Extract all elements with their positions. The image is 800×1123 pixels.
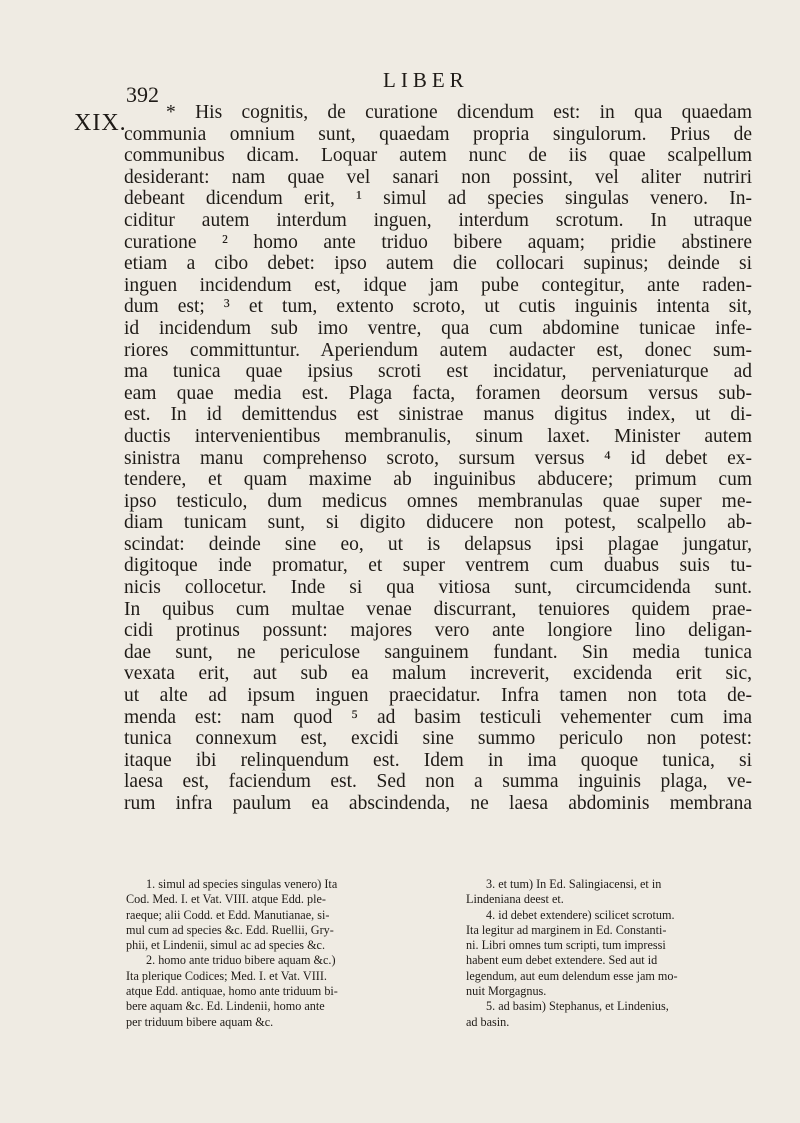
chapter-number: XIX. bbox=[74, 110, 127, 136]
text-line: id incidendum sub imo ventre, qua cum abdomine tunicae infe- bbox=[124, 317, 752, 339]
text-line: communibus dicam. Loquar autem nunc de iis quae scalpellum bbox=[124, 145, 752, 167]
text-line: debeant dicendum erit, ¹ simul ad species singulas venero. In- bbox=[124, 188, 752, 210]
text-line: ut alte ad ipsum inguen praecidatur. Infra tamen non tota de- bbox=[124, 685, 752, 707]
text-line: laesa est, faciendum est. Sed non a summa inguinis plaga, ve- bbox=[124, 771, 752, 793]
footnote-line: legendum, aut eum delendum esse jam mo- bbox=[466, 968, 678, 983]
footnote-line: 4. id debet extendere) scilicet scrotum. bbox=[486, 907, 675, 922]
text-line: desiderant: nam quae vel sanari non possint, vel aliter nutriri bbox=[124, 166, 752, 188]
footnote-line: Ita legitur ad marginem in Ed. Constanti- bbox=[466, 922, 667, 937]
text-line: riores committuntur. Aperiendum autem audacter est, donec sum- bbox=[124, 339, 752, 361]
running-title: LIBER bbox=[383, 68, 469, 92]
text-line: communia omnium sunt, quaedam propria singulorum. Prius de bbox=[124, 123, 752, 145]
footnote-line: raeque; alii Codd. et Edd. Manutianae, si- bbox=[126, 907, 330, 922]
footnote-line: bere aquam &c. Ed. Lindenii, homo ante bbox=[126, 999, 325, 1014]
footnote-line: phii, et Lindenii, simul ac ad species &c. bbox=[126, 938, 326, 953]
text-line: * His cognitis, de curatione dicendum est: in qua quaedam bbox=[166, 102, 752, 123]
text-line: ductis intervenientibus membranulis, sinum laxet. Minister autem bbox=[124, 425, 752, 447]
text-line: rum infra paulum ea abscindenda, ne laesa abdominis membrana bbox=[124, 793, 752, 814]
footnotes-right-column bbox=[466, 877, 752, 1030]
text-line: eam quae media est. Plaga facta, foramen deorsum versus sub- bbox=[124, 382, 752, 404]
footnote-line: nuit Morgagnus. bbox=[466, 984, 547, 999]
text-line: tendere, et quam maxime ab inguinibus abducere; primum cum bbox=[124, 469, 752, 491]
text-line: scindat: deinde sine eo, ut is delapsus ipsi plagae jungatur, bbox=[124, 533, 752, 555]
text-line: In quibus cum multae venae discurrant, tenuiores quidem prae- bbox=[124, 598, 752, 620]
footnote-line: ni. Libri omnes tum scripti, tum impressi bbox=[466, 938, 666, 953]
text-line: etiam a cibo debet: ipso autem die collocari supinus; deinde si bbox=[124, 253, 752, 275]
footnote-line: ad basin. bbox=[466, 1014, 510, 1029]
footnote-line: 2. homo ante triduo bibere aquam &c.) bbox=[146, 953, 336, 968]
text-line: est. In id demittendus est sinistrae manus digitus index, ut di- bbox=[124, 404, 752, 426]
text-line: ipso testiculo, dum medicus omnes membranulas quae super me- bbox=[124, 490, 752, 512]
text-line: vexata erit, aut sub ea malum increverit, excidenda erit sic, bbox=[124, 663, 752, 685]
text-line: cidi protinus possunt: majores vero ante longiore lino deligan- bbox=[124, 620, 752, 642]
text-line: dae sunt, ne periculose sanguinem fundant. Sin media tunica bbox=[124, 641, 752, 663]
text-line: curatione ² homo ante triduo bibere aquam; pridie abstinere bbox=[124, 231, 752, 253]
text-line: itaque ibi relinquendum est. Idem in ima quoque tunica, si bbox=[124, 749, 752, 771]
text-line: ciditur autem interdum inguen, interdum scrotum. In utraque bbox=[124, 209, 752, 231]
text-line: ma tunica quae ipsius scroti est incidatur, perveniaturque ad bbox=[124, 361, 752, 383]
footnote-line: Cod. Med. I. et Vat. VIII. atque Edd. ple- bbox=[126, 892, 326, 907]
text-line: menda est: nam quod ⁵ ad basim testiculi vehementer cum ima bbox=[124, 706, 752, 728]
footnotes-left-column bbox=[126, 877, 430, 1030]
main-text-block bbox=[124, 102, 752, 815]
footnote-line: Ita plerique Codices; Med. I. et Vat. VIII. bbox=[126, 968, 327, 983]
text-line: nicis collocetur. Inde si qua vitiosa sunt, circumcidenda sunt. bbox=[124, 577, 752, 599]
page-header bbox=[0, 66, 800, 107]
footnote-line: atque Edd. antiquae, homo ante triduum bi- bbox=[126, 984, 338, 999]
page-number: 392 bbox=[126, 82, 159, 107]
footnote-line: 3. et tum) In Ed. Salingiacensi, et in bbox=[486, 877, 662, 891]
footnote-line: habent eum debet extendere. Sed aut id bbox=[466, 953, 658, 968]
text-line: digitoque inde promatur, et super ventrem cum duabus suis tu- bbox=[124, 555, 752, 577]
footnote-line: 5. ad basim) Stephanus, et Lindenius, bbox=[486, 999, 669, 1014]
footnote-line: Lindeniana deest et. bbox=[466, 892, 564, 907]
text-line: inguen incidendum est, idque jam pube contegitur, ante raden- bbox=[124, 274, 752, 296]
text-line: dum est; ³ et tum, extento scroto, ut cutis inguinis intenta sit, bbox=[124, 296, 752, 318]
text-line: diam tunicam sunt, si digito diducere non potest, scalpello ab- bbox=[124, 512, 752, 534]
text-line: sinistra manu comprehenso scroto, sursum versus ⁴ id debet ex- bbox=[124, 447, 752, 469]
text-line: tunica connexum est, excidi sine summo periculo non potest: bbox=[124, 728, 752, 750]
footnote-line: mul cum ad species &c. Edd. Ruellii, Gry- bbox=[126, 922, 334, 937]
footnote-line: 1. simul ad species singulas venero) Ita bbox=[146, 877, 338, 891]
footnote-line: per triduum bibere aquam &c. bbox=[126, 1014, 274, 1029]
